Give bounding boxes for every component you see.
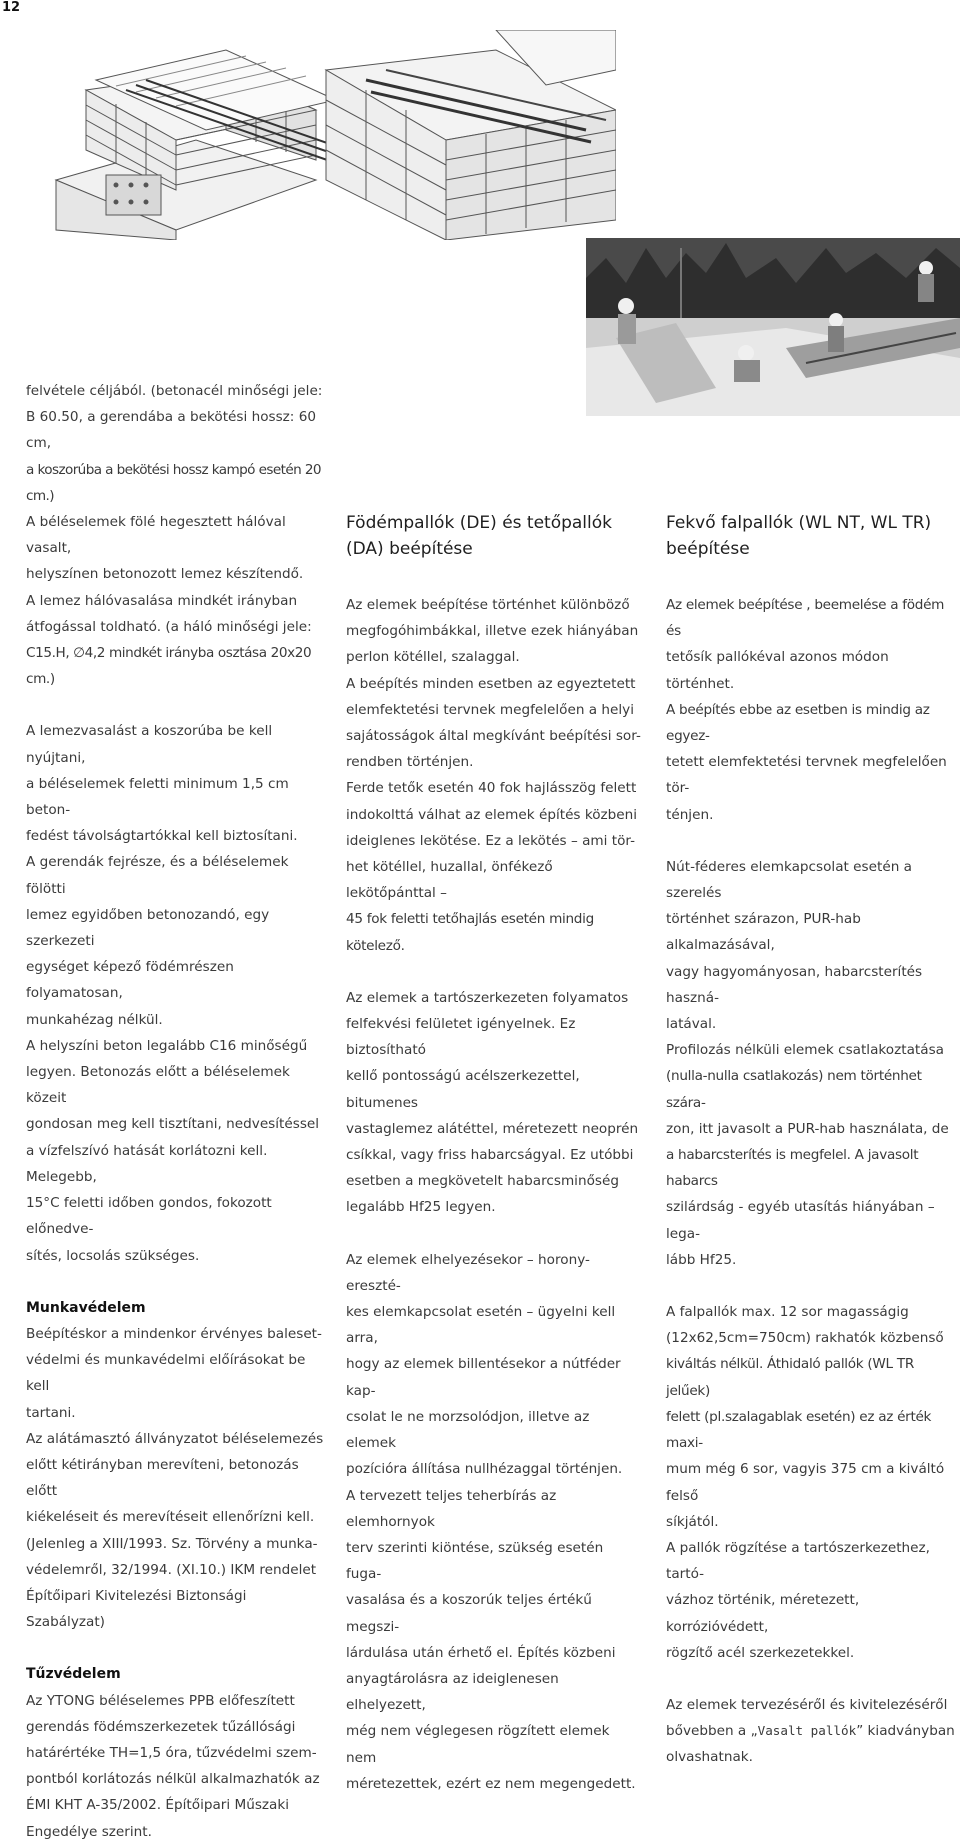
text-line: kiváltás nélkül. Áthidaló pallók (WL TR jelűek)	[666, 1356, 914, 1399]
text-line: a vízfelszívó hatását korlátozni kell. Melegebb,	[26, 1142, 268, 1185]
text-line: előtt kétirányban merevíteni, betonozás előtt	[26, 1456, 299, 1500]
text-line: elemfektetési tervnek megfelelően a helyi	[346, 701, 634, 718]
heading-line: Fekvő falpallók (WL NT, WL TR)	[666, 513, 932, 533]
publication-title: Vasalt pallók	[757, 1723, 857, 1739]
text-line: Ferde tetők esetén 40 fok hajlásszög felett	[346, 780, 637, 797]
text-line: ÉMI KHT A-35/2002. Építőipari Műszaki	[26, 1797, 290, 1814]
text-line: 45 fok feletti tetőhajlás esetén mindig kötelező.	[346, 911, 594, 954]
text-line: rendben történjen.	[346, 754, 474, 771]
text-line: Az elemek tervezéséről és kivitelezéséről	[666, 1696, 948, 1713]
text-line: egységet képező födémrészen folyamatosan,	[26, 959, 234, 1002]
text-line: vagy hagyományosan, habarcsterítés haszná-	[666, 963, 923, 1006]
text-line: lárdulása után érhető el. Építés közbeni	[346, 1644, 616, 1661]
text-line: A béléselemek fölé hegesztett hálóval vasalt,	[26, 514, 286, 557]
text-line: megfogóhimbákkal, illetve ezek hiányában	[346, 623, 639, 640]
text-line: lább Hf25.	[666, 1251, 737, 1268]
text-line: felvétele céljából. (betonacél minőségi jele:	[26, 383, 323, 399]
text-line: szilárdság - egyéb utasítás hiányában – lega-	[666, 1199, 935, 1242]
column-left	[26, 378, 326, 1845]
text-line: vázhoz történik, méretezett, korrózióvédett,	[666, 1592, 860, 1635]
column-middle	[346, 510, 642, 1797]
text-line: tetett elemfektetési tervnek megfelelően tör-	[666, 754, 947, 797]
text-line: (nulla-nulla csatlakozás) nem történhet szára-	[666, 1068, 922, 1111]
column-right	[666, 510, 958, 1771]
text-line: A beépítés minden esetben az egyeztetett	[346, 675, 636, 692]
text-line: Az elemek beépítése , beemelése a födém és	[666, 597, 945, 640]
heading-line: Födémpallók (DE) és tetőpallók	[346, 513, 612, 533]
text-line: A tervezett teljes teherbírás az elemhornyok	[346, 1487, 557, 1530]
text-line: B 60.50, a gerendába a bekötési hossz: 60 cm,	[26, 409, 317, 452]
heading-line: beépítése	[666, 539, 750, 559]
text-line: A beépítés ebbe az esetben is mindig az egyez-	[666, 701, 930, 745]
text-line: pozícióra állítása nullhézaggal történjen.	[346, 1461, 623, 1478]
text-line: kiékeléseit és merevítéseit ellenőrízni kell.	[26, 1509, 315, 1526]
text-line: Az elemek elhelyezésekor – horony-ereszté-	[346, 1251, 590, 1294]
text-line: felett (pl.szalagablak esetén) ez az érték maxi-	[666, 1408, 932, 1452]
text-line: Az elemek beépítése történhet különböző	[346, 597, 630, 613]
text-line: Engedélye szerint.	[26, 1823, 152, 1840]
text-line: történhet szárazon, PUR-hab alkalmazásával,	[666, 911, 861, 954]
text-line: Az alátámasztó állványzatot béléselemezés	[26, 1430, 324, 1447]
text-line: (Jelenleg a XIII/1993. Sz. Törvény a munka-	[26, 1535, 318, 1552]
text-line: munkahézag nélkül.	[26, 1011, 163, 1028]
technical-drawing-icon	[26, 30, 616, 240]
heading-line: (DA) beépítése	[346, 539, 473, 559]
text-line: a habarcsterítés is megfelel. A javasolt habarcs	[666, 1147, 919, 1190]
section-title-tuzvedelem: Tűzvédelem	[26, 1666, 121, 1683]
text-line: gondosan meg kell tisztítani, nedvesítéssel	[26, 1116, 320, 1133]
text-line: A lemez hálóvasalása mindkét irányban	[26, 592, 298, 609]
text-line: védelmi és munkavédelmi előírásokat be kell	[26, 1352, 306, 1395]
text-line: síkjától.	[666, 1513, 719, 1530]
quote-close: ” kiadványban	[856, 1723, 955, 1740]
text-line: fedést távolságtartókkal kell biztosítani.	[26, 828, 298, 845]
text-line: gerendás födémszerkezetek tűzállósági	[26, 1718, 296, 1735]
text-line: C15.H, ∅4,2 mindkét irányba osztása 20x20 cm.)	[26, 645, 312, 688]
text-line: átfogással toldható. (a háló minőségi jele:	[26, 618, 312, 635]
text-line: perlon kötéllel, szalaggal.	[346, 649, 520, 666]
text-line: Az YTONG béléselemes PPB előfeszített	[26, 1692, 295, 1709]
text-line: indokolttá válhat az elemek építés közbeni	[346, 806, 638, 823]
text-line: lemez egyidőben betonozandó, egy szerkezeti	[26, 906, 270, 950]
text-line: latával.	[666, 1016, 717, 1033]
text-line: Az elemek a tartószerkezeten folyamatos	[346, 989, 629, 1006]
text-line: anyagtárolásra az ideiglenesen elhelyezett,	[346, 1670, 559, 1714]
text-line: legalább Hf25 legyen.	[346, 1199, 496, 1216]
workers-photo-icon	[586, 238, 960, 416]
text-line: vastaglemez alátéttel, méretezett neoprén	[346, 1120, 639, 1137]
section-heading-fekvo-falpallok	[666, 510, 958, 562]
quote-open: bővebben a „	[666, 1723, 758, 1740]
text-line: hogy az elemek billentésekor a nútféder kap-	[346, 1356, 621, 1399]
text-line: legyen. Betonozás előtt a béléselemek közeit	[26, 1064, 290, 1107]
page-number: 12	[2, 0, 21, 15]
text-line: zon, itt javasolt a PUR-hab használata, de	[666, 1120, 949, 1137]
construction-drawing	[26, 30, 616, 240]
text-line: kes elemkapcsolat esetén – ügyelni kell arra,	[346, 1304, 616, 1347]
text-line: Profilozás nélküli elemek csatlakoztatása	[666, 1042, 944, 1059]
text-line: A pallók rögzítése a tartószerkezethez, tartó-	[666, 1539, 930, 1583]
text-line: tartani.	[26, 1404, 76, 1421]
text-line: 15°C feletti időben gondos, fokozott előnedve-	[26, 1195, 272, 1238]
text-line: kellő pontosságú acélszerkezettel, bitumenes	[346, 1068, 580, 1111]
text-line: A gerendák fejrésze, és a béléselemek fölötti	[26, 854, 289, 897]
text-line: olvashatnak.	[666, 1749, 753, 1766]
text-line: csolat le ne morzsolódjon, illetve az elemek	[346, 1408, 590, 1452]
text-line: a koszorúba a bekötési hossz kampó esetén 20 cm.)	[26, 461, 321, 504]
text-line: még nem véglegesen rögzített elemek nem	[346, 1723, 610, 1766]
text-line: határértéke TH=1,5 óra, tűzvédelmi szem-	[26, 1744, 317, 1761]
text-line: A lemezvasalást a koszorúba be kell nyújtani,	[26, 723, 273, 766]
text-line: sítés, locsolás szükséges.	[26, 1247, 200, 1264]
text-line: a béléselemek feletti minimum 1,5 cm beton-	[26, 775, 289, 819]
text-line: Nút-féderes elemkapcsolat esetén a szerelés	[666, 858, 912, 902]
text-line: mum még 6 sor, vagyis 375 cm a kiváltó felső	[666, 1461, 945, 1504]
construction-photo	[586, 238, 960, 416]
text-line: sajátosságok által megkívánt beépítési sor-	[346, 728, 641, 745]
text-line: esetben a megkövetelt habarcsminőség	[346, 1173, 619, 1190]
text-line: csíkkal, vagy friss habarcságyal. Ez utóbbi	[346, 1147, 634, 1164]
text-line: vasalása és a koszorúk teljes értékű megszi-	[346, 1592, 592, 1635]
section-title-munkavedelem: Munkavédelem	[26, 1299, 146, 1316]
text-line: (12x62,5cm=750cm) rakhatók közbenső	[666, 1330, 944, 1347]
text-line: het kötéllel, huzallal, önfékező lekötőpánttal –	[346, 859, 553, 902]
text-line: rögzítő acél szerkezetekkel.	[666, 1644, 855, 1661]
text-line: felfekvési felületet igényelnek. Ez biztosítható	[346, 1016, 576, 1059]
text-line: védelemről, 32/1994. (XI.10.) IKM rendelet	[26, 1561, 317, 1578]
text-line: Építőipari Kivitelezési Biztonsági Szabályzat)	[26, 1587, 247, 1631]
text-line: tetősík pallókéval azonos módon történhet.	[666, 649, 889, 692]
text-line: Beépítéskor a mindenkor érvényes baleset-	[26, 1325, 322, 1342]
text-line: terv szerinti kiöntése, szükség esetén fuga-	[346, 1539, 604, 1583]
text-line: helyszínen betonozott lemez készítendő.	[26, 566, 304, 583]
text-line	[666, 1718, 958, 1744]
text-line: ideiglenes lekötése. Ez a lekötés – ami tör-	[346, 832, 636, 849]
section-heading-fodempallok	[346, 510, 642, 562]
text-line: pontból korlátozás nélkül alkalmazhatók az	[26, 1771, 320, 1788]
text-line: A falpallók max. 12 sor magasságig	[666, 1304, 909, 1321]
text-line: ténjen.	[666, 806, 714, 823]
text-line: A helyszíni beton legalább C16 minőségű	[26, 1037, 308, 1054]
text-line: méretezettek, ezért ez nem megengedett.	[346, 1775, 636, 1792]
